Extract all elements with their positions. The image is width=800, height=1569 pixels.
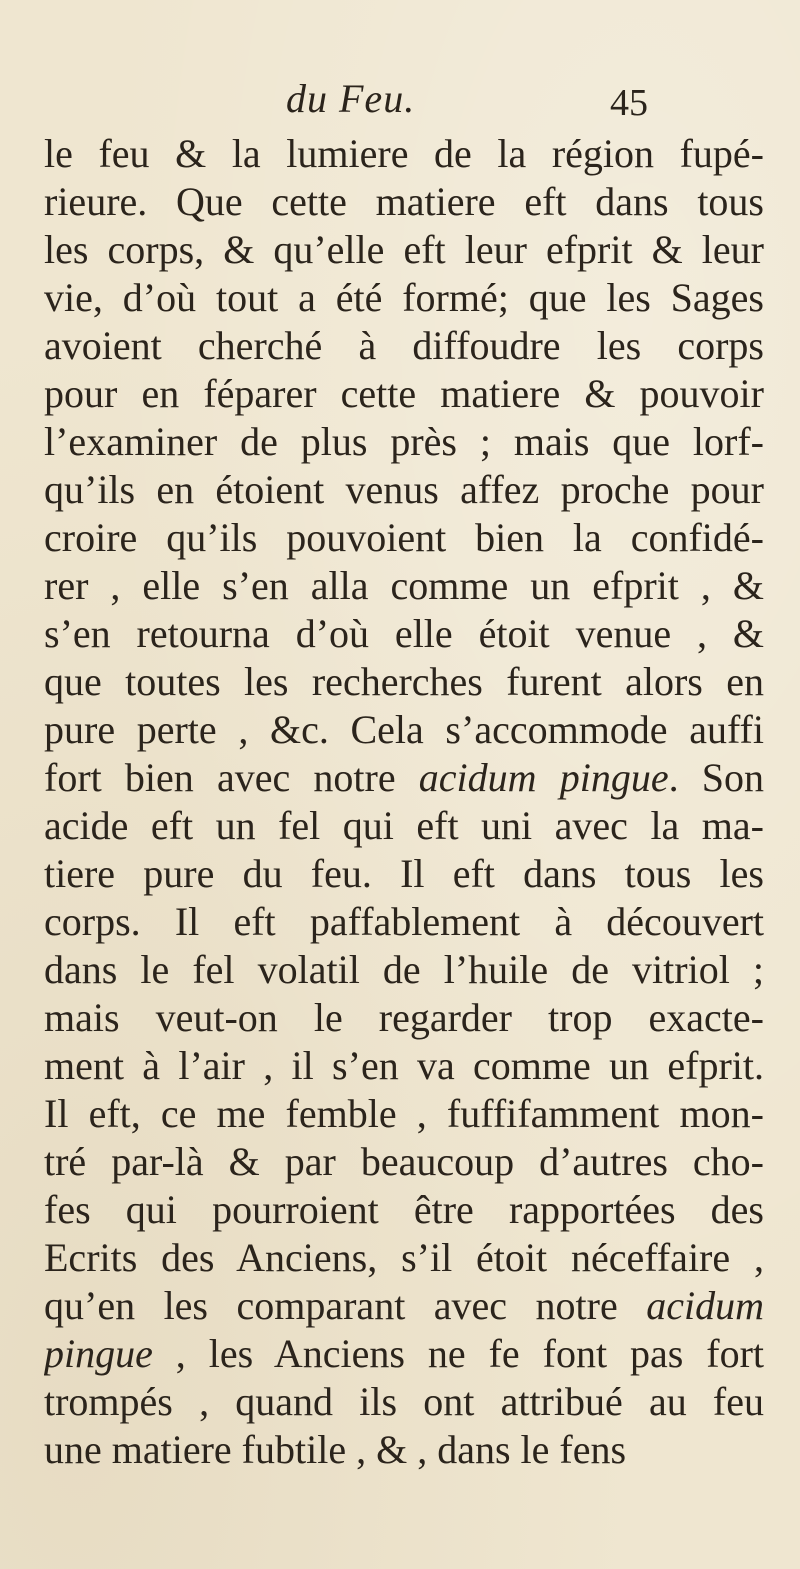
italic-text: acidum [646,1283,764,1328]
text-run: vie, d’où tout a été formé; que les Sages [44,275,764,320]
text-run: pour en féparer cette matiere & pouvoir [44,371,764,416]
text-line [44,1138,764,1186]
text-run: acide eft un fel qui eft uni avec la ma- [44,803,764,848]
text-line [44,946,764,994]
text-line [44,706,764,754]
text-line [44,178,764,226]
text-run: corps. Il eft paffablement à découvert [44,899,764,944]
text-line [44,754,764,802]
text-run: fes qui pourroient être rapportées des [44,1187,764,1232]
text-run: fort bien avec notre [44,755,419,800]
text-line [44,418,764,466]
text-line [44,1042,764,1090]
italic-text: pingue [44,1331,153,1376]
running-title: du Feu. [286,76,416,121]
text-line [44,514,764,562]
text-line [44,130,764,178]
italic-text: acidum pingue [418,755,669,800]
page-number: 45 [610,82,648,124]
text-line [44,370,764,418]
text-run: les corps, & qu’elle eft leur efprit & leur [44,227,764,272]
text-run: dans le fel volatil de l’huile de vitriol ; [44,947,764,992]
text-run: Ecrits des Anciens, s’il étoit néceffaire , [44,1235,764,1280]
text-line [44,1330,764,1378]
text-line [44,1234,764,1282]
text-run: rer , elle s’en alla comme un efprit , & [44,563,764,608]
text-run: trompés , quand ils ont attribué au feu [44,1379,764,1424]
running-head [0,74,800,124]
text-run: le feu & la lumiere de la région fupé- [44,131,764,176]
text-run: avoient cherché à diffoudre les corps [44,323,764,368]
text-line [44,1186,764,1234]
text-line [44,1282,764,1330]
text-run: , les Anciens ne fe font pas fort [152,1331,764,1376]
text-line [44,850,764,898]
text-line [44,562,764,610]
text-line [44,610,764,658]
text-line [44,1090,764,1138]
text-run: l’examiner de plus près ; mais que lorf- [44,419,764,464]
text-run: tré par-là & par beaucoup d’autres cho- [44,1139,764,1184]
text-run: croire qu’ils pouvoient bien la confidé- [44,515,764,560]
text-line [44,994,764,1042]
text-run: pure perte , &c. Cela s’accommode auffi [44,707,764,752]
text-run: rieure. Que cette matiere eft dans tous [44,179,764,224]
text-line [44,226,764,274]
text-run: tiere pure du feu. Il eft dans tous les [44,851,764,896]
text-line [44,1378,764,1426]
body-text [44,130,764,1474]
text-run: mais veut-on le regarder trop exacte- [44,995,764,1040]
text-run: qu’ils en étoient venus affez proche pour [44,467,764,512]
text-line [44,802,764,850]
text-line [44,322,764,370]
text-run: Il eft, ce me femble , fuffifamment mon- [44,1091,764,1136]
text-line [44,1426,764,1474]
text-run: ment à l’air , il s’en va comme un efprit. [44,1043,764,1088]
text-run: s’en retourna d’où elle étoit venue , & [44,611,764,656]
text-line [44,658,764,706]
text-run: que toutes les recherches furent alors en [44,659,764,704]
text-run: qu’en les comparant avec notre [44,1283,647,1328]
text-run: une matiere fubtile , & , dans le fens [44,1427,627,1472]
text-run: . Son [668,755,764,800]
text-line [44,466,764,514]
text-line [44,898,764,946]
text-line [44,274,764,322]
